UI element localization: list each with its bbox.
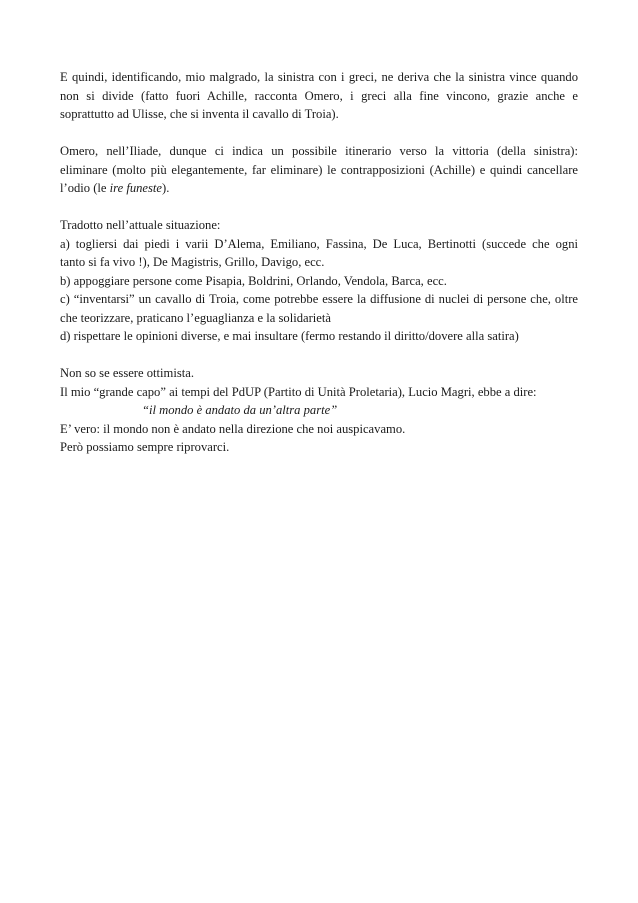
list-item-c-cont: che teorizzare, praticano l’eguaglianza e la solidarietà bbox=[60, 310, 331, 325]
paragraph-conclusione bbox=[60, 364, 578, 457]
text-fragment: ). bbox=[162, 181, 170, 195]
paragraph-omero bbox=[60, 142, 578, 198]
list-item-d: d) rispettare le opinioni diverse, e mai insultare (fermo restando il diritto/dovere alla satira) bbox=[60, 329, 519, 343]
text-line: Il mio “grande capo” ai tempi del PdUP (Partito di Unità Proletaria), Lucio Magri, ebbe a dire: bbox=[60, 384, 537, 399]
text-line: non si divide (fatto fuori Achille, racconta Omero, i greci alla fine vincono, grazie anche e bbox=[60, 88, 578, 103]
text-line bbox=[60, 179, 578, 198]
paragraph-greci bbox=[60, 68, 578, 124]
paragraph-situazione bbox=[60, 216, 578, 346]
list-item-a: a) togliersi dai piedi i varii D’Alema, Emiliano, Fassina, De Luca, Bertinotti (succede che ogni bbox=[60, 236, 578, 251]
text-line: Omero, nell’Iliade, dunque ci indica un possibile itinerario verso la vittoria (della sinistra): bbox=[60, 144, 578, 158]
list-item-a-cont: tanto si fa vivo !), De Magistris, Grillo, Davigo, ecc. bbox=[60, 255, 325, 269]
text-line: eliminare (molto più elegantemente, far eliminare) le contrapposizioni (Achille) e quindi cancellare bbox=[60, 162, 578, 177]
text-line: E quindi, identificando, mio malgrado, la sinistra con i greci, ne deriva che la sinistra vince quando bbox=[60, 70, 578, 84]
list-item-c: c) “inventarsi” un cavallo di Troia, come potrebbe essere la diffusione di nuclei di persone che, oltre bbox=[60, 292, 578, 306]
list-item-b: b) appoggiare persone come Pisapia, Boldrini, Orlando, Vendola, Barca, ecc. bbox=[60, 273, 447, 288]
italic-phrase: ire funeste bbox=[109, 181, 163, 195]
text-line: Non so se essere ottimista. bbox=[60, 366, 194, 380]
document-body bbox=[60, 68, 578, 457]
text-line: Però possiamo sempre riprovarci. bbox=[60, 440, 230, 454]
text-fragment: l’odio (le bbox=[60, 181, 110, 195]
text-line: soprattutto ad Ulisse, che si inventa il cavallo di Troia). bbox=[60, 107, 339, 121]
text-line: E’ vero: il mondo non è andato nella direzione che noi auspicavamo. bbox=[60, 421, 406, 436]
magri-quote: “il mondo è andato da un’altra parte” bbox=[142, 403, 338, 417]
text-line: Tradotto nell’attuale situazione: bbox=[60, 218, 221, 232]
